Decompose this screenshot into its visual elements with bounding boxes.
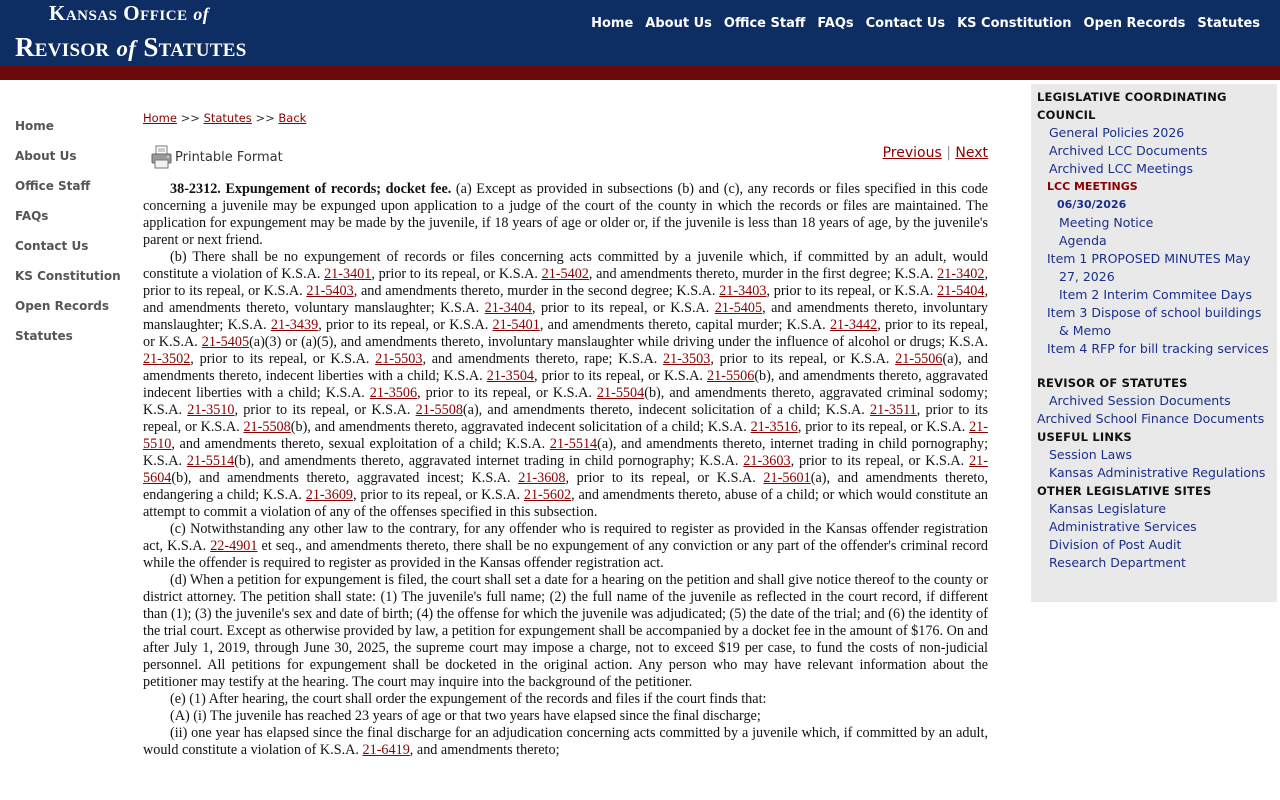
- header-accent-bar: [0, 66, 1280, 80]
- statute-reference-link[interactable]: 21-3401: [324, 266, 372, 282]
- left-nav: [15, 118, 121, 358]
- statute-reference-link[interactable]: 21-3402: [937, 266, 985, 282]
- statute-reference-link[interactable]: 21-5508: [415, 402, 463, 418]
- other-sites-title: OTHER LEGISLATIVE SITES: [1037, 484, 1212, 498]
- statute-reference-link[interactable]: 21-3608: [518, 470, 566, 486]
- statute-paragraph-e: (e) (1) After hearing, the court shall order the expungement of the records and files if the court finds that:: [170, 691, 767, 707]
- statute-paragraph-d: (d) When a petition for expungement is filed, the court shall set a date for a hearing on the petition and shall give notice thereof to the county or district attorney. The petition shall state: (1) The juvenile's full name; (2) the full name of the juvenile as reflected in the court record, if different than (1); (3) the juvenile's sex and date of birth; (4) the offense for which the juvenile was adjudicated; (5) the date of the trial; and (6) the identity of the trial court. Except as otherwise provided by law, a petition for expungement shall be accompanied by a docket fee in the amount of $176. On and after July 1, 2019, through June 30, 2025, the supreme court may impose a charge, not to exceed $19 per case, to fund the costs of non-judicial personnel. All petitions for expungement shall be docketed in the original action. Any person who may have relevant information about the petitioner may testify at the hearing. The court may inquire into the background of the petitioner.: [143, 572, 988, 690]
- logo-statutes: Statutes: [143, 32, 247, 62]
- statute-reference-link[interactable]: 21-3504: [486, 368, 535, 384]
- statute-reference-link[interactable]: 21-5602: [523, 487, 572, 503]
- statute-reference-link[interactable]: 21-3603: [743, 453, 791, 469]
- useful-links-title: USEFUL LINKS: [1037, 430, 1132, 444]
- meeting-item-1[interactable]: Item 1 PROPOSED MINUTES May 27, 2026: [1047, 251, 1251, 284]
- leftnav-open-records[interactable]: Open Records: [15, 299, 110, 313]
- breadcrumb-back[interactable]: Back: [278, 111, 307, 125]
- meeting-item-3[interactable]: Item 3 Dispose of school buildings & Memo: [1047, 305, 1262, 338]
- leftnav-statutes[interactable]: Statutes: [15, 329, 73, 343]
- statute-reference-link[interactable]: 21-5508: [243, 419, 291, 435]
- statute-paragraph-b: (b) There shall be no expungement of records or files concerning acts committed by a juvenile which, if committed by an adult, would constitute a violation of K.S.A. 21-3401, prior to its repeal, or K.S.A. 21-5402, and amendments thereto, murder in the first degree; K.S.A. 21-3402, prior to its repeal, or K.S.A. 21-5403, and amendments thereto, murder in the second degree; K.S.A. 21-3403, prior to its repeal, or K.S.A. 21-5404, and amendments thereto, voluntary manslaughter; K.S.A. 21-3404, prior to its repeal, or K.S.A. 21-5405, and amendments thereto, involuntary manslaughter; K.S.A. 21-3439, prior to its repeal, or K.S.A. 21-5401, and amendments thereto, capital murder; K.S.A. 21-3442, prior to its repeal, or K.S.A. 21-5405(a)(3) or (a)(5), and amendments thereto, involuntary manslaughter while driving under the influence of alcohol or drugs; K.S.A. 21-3502, prior to its repeal, or K.S.A. 21-5503, and amendments thereto, rape; K.S.A. 21-3503, prior to its repeal, or K.S.A. 21-5506(a), and amendments thereto, indecent liberties with a child; K.S.A. 21-3504, prior to its repeal, or K.S.A. 21-5506(b), and amendments thereto, aggravated indecent liberties with a child; K.S.A. 21-3506, prior to its repeal, or K.S.A. 21-5504(b), and amendments thereto, aggravated criminal sodomy; K.S.A. 21-3510, prior to its repeal, or K.S.A. 21-5508(a), and amendments thereto, indecent solicitation of a child; K.S.A. 21-3511, prior to its repeal, or K.S.A. 21-5508(b), and amendments thereto, aggravated indecent solicitation of a child; K.S.A. 21-3516, prior to its repeal, or K.S.A. 21-5510, and amendments thereto, sexual exploitation of a child; K.S.A. 21-5514(a), and amendments thereto, internet trading in child pornography; K.S.A. 21-5514(b), and amendments thereto, aggravated internet trading in child pornography; K.S.A. 21-3603, prior to its repeal, or K.S.A. 21-5604(b), and amendments thereto, aggravated incest; K.S.A. 21-3608, prior to its repeal, or K.S.A. 21-5601(a), and amendments thereto, endangering a child; K.S.A. 21-3609, prior to its repeal, or K.S.A. 21-5602, and amendments thereto, abuse of a child; or which would constitute an attempt to commit a violation of any of the offenses specified in this subsection.: [143, 249, 989, 520]
- logo-kansas-office: Kansas Office: [49, 1, 188, 25]
- statute-reference-link[interactable]: 21-3503: [663, 351, 711, 367]
- previous-link[interactable]: Previous: [882, 145, 942, 161]
- statute-reference-link[interactable]: 21-5514: [549, 436, 598, 452]
- statute-reference-link[interactable]: 21-6419: [362, 742, 410, 758]
- statute-text: [143, 181, 988, 759]
- statute-paragraph-a: [143, 181, 988, 249]
- statute-reference-link[interactable]: 21-3439: [270, 317, 319, 333]
- ros-link-archived-session[interactable]: Archived Session Documents: [1049, 393, 1231, 408]
- statute-reference-link[interactable]: 21-5504: [596, 385, 645, 401]
- leftnav-office-staff[interactable]: Office Staff: [15, 179, 91, 193]
- breadcrumb: [143, 111, 988, 125]
- statute-reference-link[interactable]: 21-5503: [375, 351, 423, 367]
- main-content: [143, 111, 988, 759]
- statute-reference-link[interactable]: 21-3609: [305, 487, 354, 503]
- leftnav-ks-constitution[interactable]: KS Constitution: [15, 269, 121, 283]
- logo-of-1: of: [193, 4, 210, 24]
- lcc-link-archived-meetings[interactable]: Archived LCC Meetings: [1049, 161, 1193, 176]
- topnav-ks-constitution[interactable]: KS Constitution: [957, 16, 1072, 31]
- statute-reference-link[interactable]: 21-3442: [829, 317, 878, 333]
- lcc-meetings-title: LCC MEETINGS: [1047, 180, 1138, 193]
- lcc-link-general-policies[interactable]: General Policies 2026: [1049, 125, 1185, 140]
- topnav-faqs[interactable]: FAQs: [817, 16, 854, 31]
- meeting-item-notice[interactable]: Meeting Notice: [1059, 215, 1154, 230]
- logo-revisor: Revisor: [15, 32, 110, 62]
- next-link[interactable]: Next: [955, 145, 988, 161]
- statute-reference-link[interactable]: 21-5514: [186, 453, 235, 469]
- ros-link-archived-school-finance[interactable]: Archived School Finance Documents: [1037, 411, 1265, 426]
- topnav-office-staff[interactable]: Office Staff: [723, 16, 806, 31]
- leftnav-faqs[interactable]: FAQs: [15, 209, 49, 223]
- topnav-about-us[interactable]: About Us: [645, 16, 712, 31]
- printable-format-link[interactable]: [151, 145, 283, 169]
- printer-icon: [151, 145, 173, 169]
- statute-reference-link[interactable]: 21-5405: [201, 334, 250, 350]
- statute-reference-link[interactable]: 22-4901: [210, 538, 258, 554]
- statute-reference-link[interactable]: 21-5404: [937, 283, 985, 299]
- breadcrumb-statutes[interactable]: Statutes: [203, 111, 252, 125]
- useful-link-session-laws[interactable]: Session Laws: [1049, 447, 1133, 462]
- statute-reference-link[interactable]: 21-5506: [707, 368, 755, 384]
- statute-reference-link[interactable]: 21-3502: [143, 351, 191, 367]
- right-sidebar: [1031, 84, 1277, 602]
- other-link-research-department[interactable]: Research Department: [1049, 555, 1186, 570]
- statute-reference-link[interactable]: 21-3510: [187, 402, 235, 418]
- statute-reference-link[interactable]: 21-5510: [143, 419, 988, 452]
- topnav-home[interactable]: Home: [591, 16, 634, 31]
- topnav-statutes[interactable]: Statutes: [1197, 16, 1260, 31]
- logo-line-2: [15, 34, 247, 61]
- meeting-item-4[interactable]: Item 4 RFP for bill tracking services: [1047, 341, 1269, 356]
- breadcrumb-separator: >>: [180, 111, 200, 125]
- leftnav-about-us[interactable]: About Us: [15, 149, 77, 163]
- statute-reference-link[interactable]: 21-5402: [541, 266, 589, 282]
- prev-next-nav: [883, 145, 988, 161]
- useful-link-kar[interactable]: Kansas Administrative Regulations: [1049, 465, 1266, 480]
- statute-reference-link[interactable]: 21-5506: [895, 351, 943, 367]
- lcc-section-title: LEGISLATIVE COORDINATING COUNCIL: [1037, 90, 1227, 122]
- topnav-contact-us[interactable]: Contact Us: [865, 16, 946, 31]
- statute-reference-link[interactable]: 21-5401: [492, 317, 540, 333]
- statute-paragraph-a-text: (a) Except as provided in subsections (b) and (c), any records or files specified in this code concerning a juvenile may be expunged upon application to a judge of the court of the county in which the records or files are maintained. The application for expungement may be made by the juvenile, if 18 years of age or older or, if the juvenile is less than 18 years of age, by the juvenile's parent or next friend.: [143, 181, 988, 248]
- statute-reference-link[interactable]: 21-5403: [306, 283, 354, 299]
- site-header: [0, 0, 1280, 66]
- statute-reference-link[interactable]: 21-3404: [484, 300, 532, 316]
- meeting-item-agenda[interactable]: Agenda: [1059, 233, 1107, 248]
- statute-reference-link[interactable]: 21-3403: [719, 283, 767, 299]
- logo-line-1: [49, 3, 209, 24]
- other-link-administrative-services[interactable]: Administrative Services: [1049, 519, 1197, 534]
- logo-of-2: of: [116, 36, 137, 61]
- statute-reference-link[interactable]: 21-5601: [763, 470, 811, 486]
- lcc-link-archived-documents[interactable]: Archived LCC Documents: [1049, 143, 1208, 158]
- printable-format-label: Printable Format: [175, 149, 283, 165]
- topnav-open-records[interactable]: Open Records: [1083, 16, 1186, 31]
- other-link-kansas-legislature[interactable]: Kansas Legislature: [1049, 501, 1167, 516]
- statute-paragraph-e1a: (A) (i) The juvenile has reached 23 years of age or that two years have elapsed since the final discharge;: [170, 708, 761, 724]
- lcc-meeting-date: 06/30/2026: [1057, 198, 1127, 211]
- breadcrumb-separator: >>: [255, 111, 275, 125]
- statute-reference-link[interactable]: 21-5604: [143, 453, 988, 486]
- statute-reference-link[interactable]: 21-3506: [369, 385, 418, 401]
- statute-paragraph-e1a-ii: (ii) one year has elapsed since the final discharge for an adjudication concerning acts committed by a juvenile which, if committed by an adult, would constitute a violation of K.S.A. 21-6419, and amendments thereto;: [143, 725, 988, 758]
- prev-next-separator: |: [946, 145, 951, 161]
- leftnav-home[interactable]: Home: [15, 119, 54, 133]
- ros-section-title: REVISOR OF STATUTES: [1037, 376, 1188, 390]
- leftnav-contact-us[interactable]: Contact Us: [15, 239, 89, 253]
- statute-toolbar: [143, 143, 988, 181]
- other-link-post-audit[interactable]: Division of Post Audit: [1049, 537, 1182, 552]
- statute-reference-link[interactable]: 21-3516: [750, 419, 798, 435]
- statute-paragraph-c: (c) Notwithstanding any other law to the contrary, for any offender who is required to register as provided in the Kansas offender registration act, K.S.A. 22-4901 et seq., and amendments thereto, there shall be no expungement of any conviction or any part of the offender's criminal record while the offender is required to register as provided in the Kansas offender registration act.: [143, 521, 989, 571]
- meeting-item-2[interactable]: Item 2 Interim Commitee Days: [1059, 287, 1252, 302]
- top-nav: [591, 16, 1260, 31]
- statute-heading: 38-2312. Expungement of records; docket fee.: [170, 181, 452, 197]
- breadcrumb-home[interactable]: Home: [143, 111, 177, 125]
- statute-reference-link[interactable]: 21-3511: [870, 402, 917, 418]
- statute-reference-link[interactable]: 21-5405: [714, 300, 763, 316]
